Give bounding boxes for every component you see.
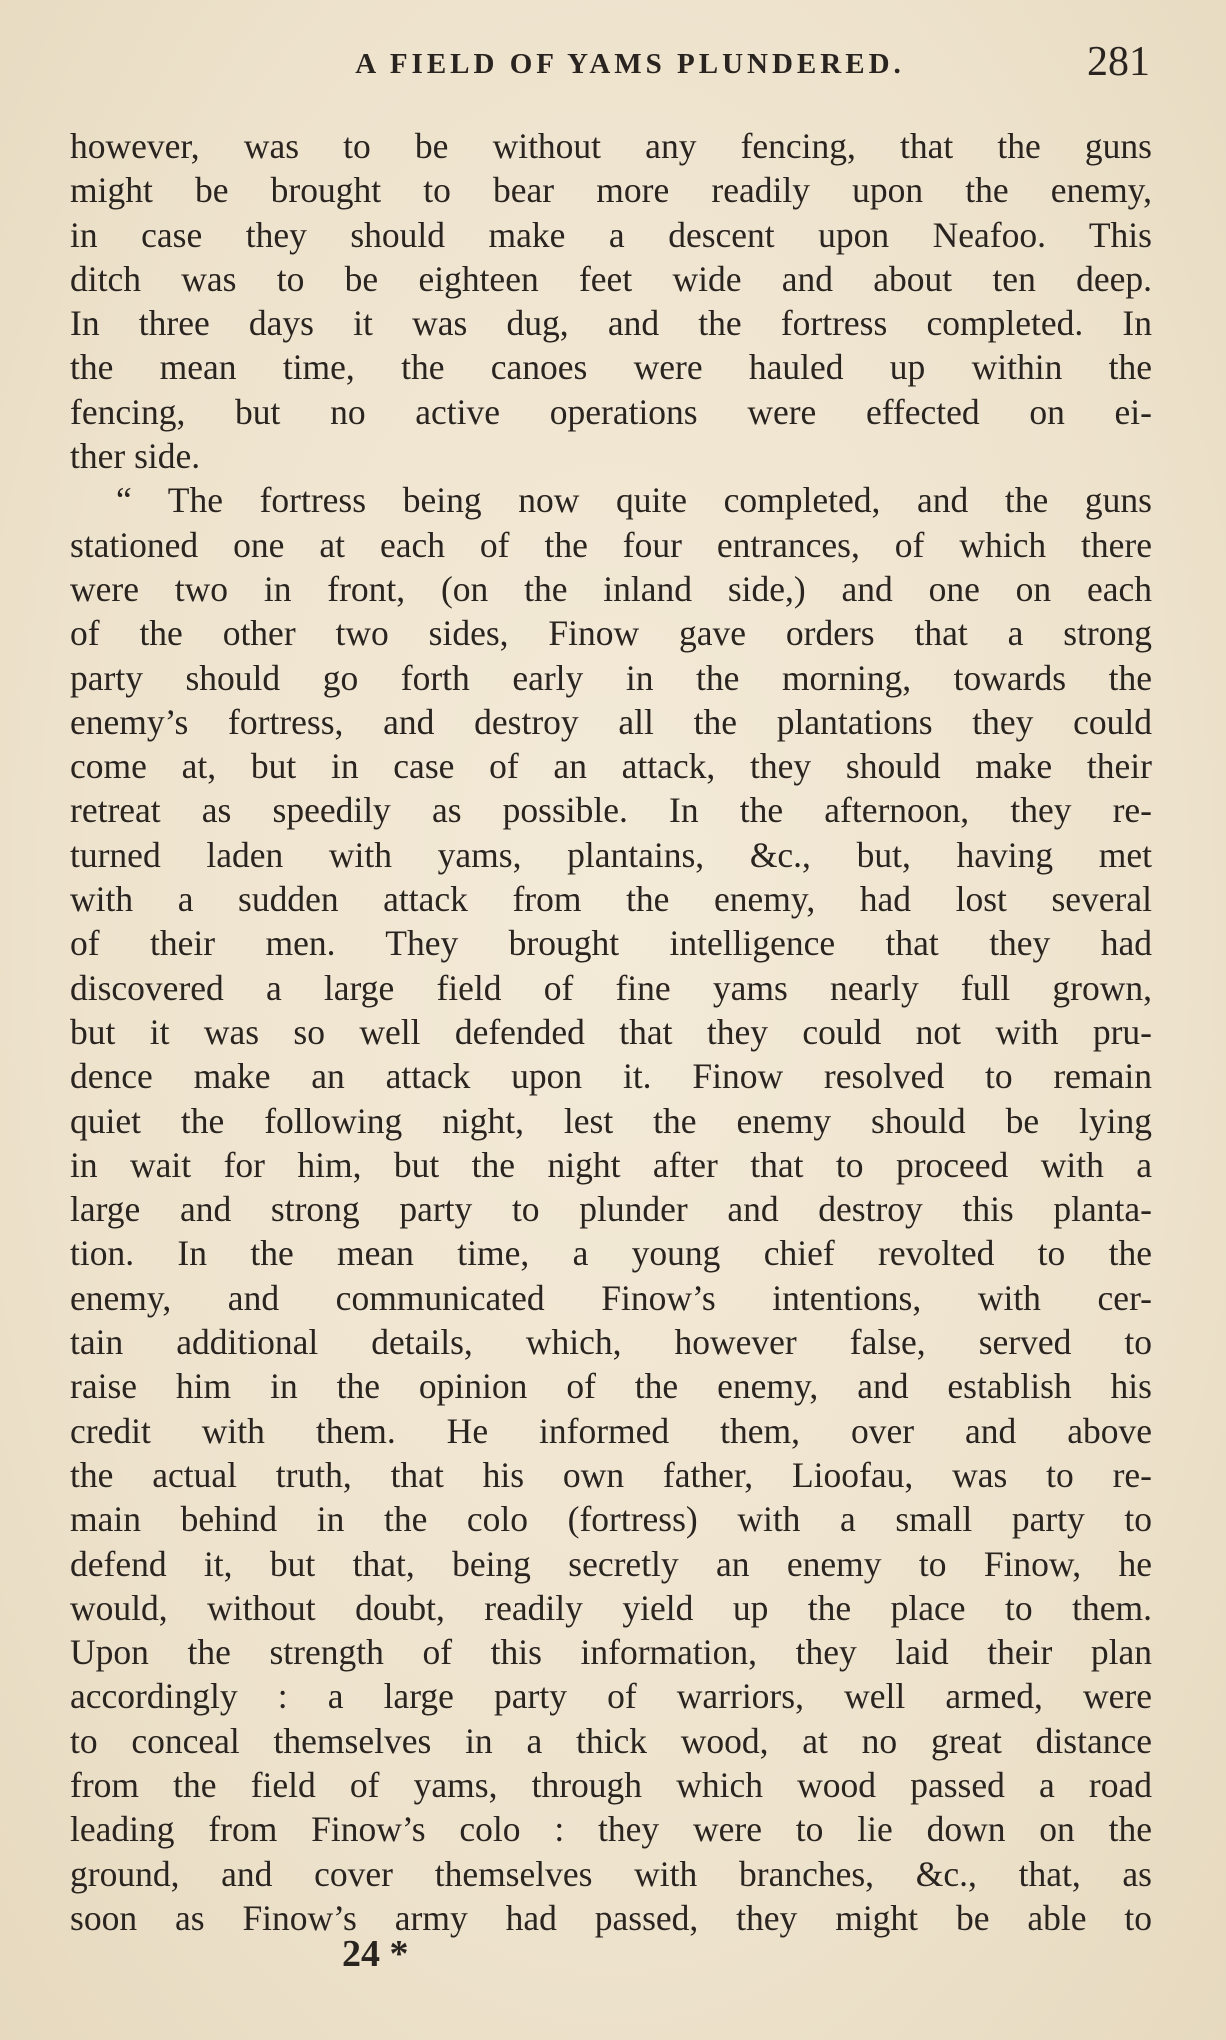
text-line: but it was so well defended that they could not with pru- <box>70 1011 1152 1052</box>
text-line: to conceal themselves in a thick wood, at no great distance <box>70 1720 1152 1761</box>
text-line: enemy, and communicated Finow’s intentions, with cer- <box>70 1277 1152 1318</box>
text-line: of the other two sides, Finow gave orders that a strong <box>70 613 1152 654</box>
text-line: stationed one at each of the four entrances, of which there <box>70 524 1152 565</box>
text-line: might be brought to bear more readily upon the enemy, <box>70 170 1152 211</box>
text-line: soon as Finow’s army had passed, they might be able to <box>70 1897 1152 1938</box>
running-head <box>70 38 1150 88</box>
text-line: retreat as speedily as possible. In the afternoon, they re- <box>70 790 1152 831</box>
text-line: in case they should make a descent upon Neafoo. This <box>70 214 1152 255</box>
text-line: raise him in the opinion of the enemy, and establish his <box>70 1366 1152 1407</box>
signature-mark: 24 * <box>342 1933 409 1975</box>
text-line: turned laden with yams, plantains, &c., but, having met <box>70 834 1152 875</box>
text-line: credit with them. He informed them, over and above <box>70 1410 1152 1451</box>
text-line: ther side. <box>70 436 201 477</box>
text-line: from the field of yams, through which wood passed a road <box>70 1764 1152 1805</box>
text-line: accordingly : a large party of warriors, well armed, were <box>70 1676 1152 1717</box>
text-line: of their men. They brought intelligence that they had <box>70 923 1152 964</box>
text-line: tain additional details, which, however false, served to <box>70 1322 1152 1363</box>
text-line: in wait for him, but the night after that to proceed with a <box>70 1144 1152 1185</box>
text-line: enemy’s fortress, and destroy all the plantations they could <box>70 701 1152 742</box>
text-line: the mean time, the canoes were hauled up within the <box>70 347 1152 388</box>
page-number: 281 <box>1087 39 1150 85</box>
text-line: defend it, but that, being secretly an enemy to Finow, he <box>70 1543 1152 1584</box>
text-line: dence make an attack upon it. Finow resolved to remain <box>70 1056 1152 1097</box>
text-line: ditch was to be eighteen feet wide and about ten deep. <box>70 258 1152 299</box>
text-line: Upon the strength of this information, they laid their plan <box>70 1632 1152 1673</box>
text-line: leading from Finow’s colo : they were to lie down on the <box>70 1809 1152 1850</box>
body-text <box>70 124 1152 1940</box>
text-line: the actual truth, that his own father, Lioofau, was to re- <box>70 1454 1152 1495</box>
text-line: main behind in the colo (fortress) with a small party to <box>70 1499 1152 1540</box>
text-line: “ The fortress being now quite completed, and the guns <box>116 480 1152 521</box>
text-line: with a sudden attack from the enemy, had lost several <box>70 879 1152 920</box>
chapter-heading: A FIELD OF YAMS PLUNDERED. <box>355 48 905 80</box>
text-line: were two in front, (on the inland side,) and one on each <box>70 568 1152 609</box>
text-line: quiet the following night, lest the enemy should be lying <box>70 1100 1152 1141</box>
text-line: come at, but in case of an attack, they should make their <box>70 746 1152 787</box>
text-line: ground, and cover themselves with branches, &c., that, as <box>70 1853 1152 1894</box>
text-line: discovered a large field of fine yams nearly full grown, <box>70 967 1152 1008</box>
text-line: tion. In the mean time, a young chief revolted to the <box>70 1233 1152 1274</box>
text-line: fencing, but no active operations were effected on ei- <box>70 391 1152 432</box>
text-line: large and strong party to plunder and destroy this planta- <box>70 1189 1152 1230</box>
text-line: however, was to be without any fencing, that the guns <box>70 126 1152 166</box>
text-line: party should go forth early in the morning, towards the <box>70 657 1152 698</box>
text-line: In three days it was dug, and the fortress completed. In <box>70 303 1152 344</box>
text-line: would, without doubt, readily yield up the place to them. <box>70 1587 1152 1628</box>
